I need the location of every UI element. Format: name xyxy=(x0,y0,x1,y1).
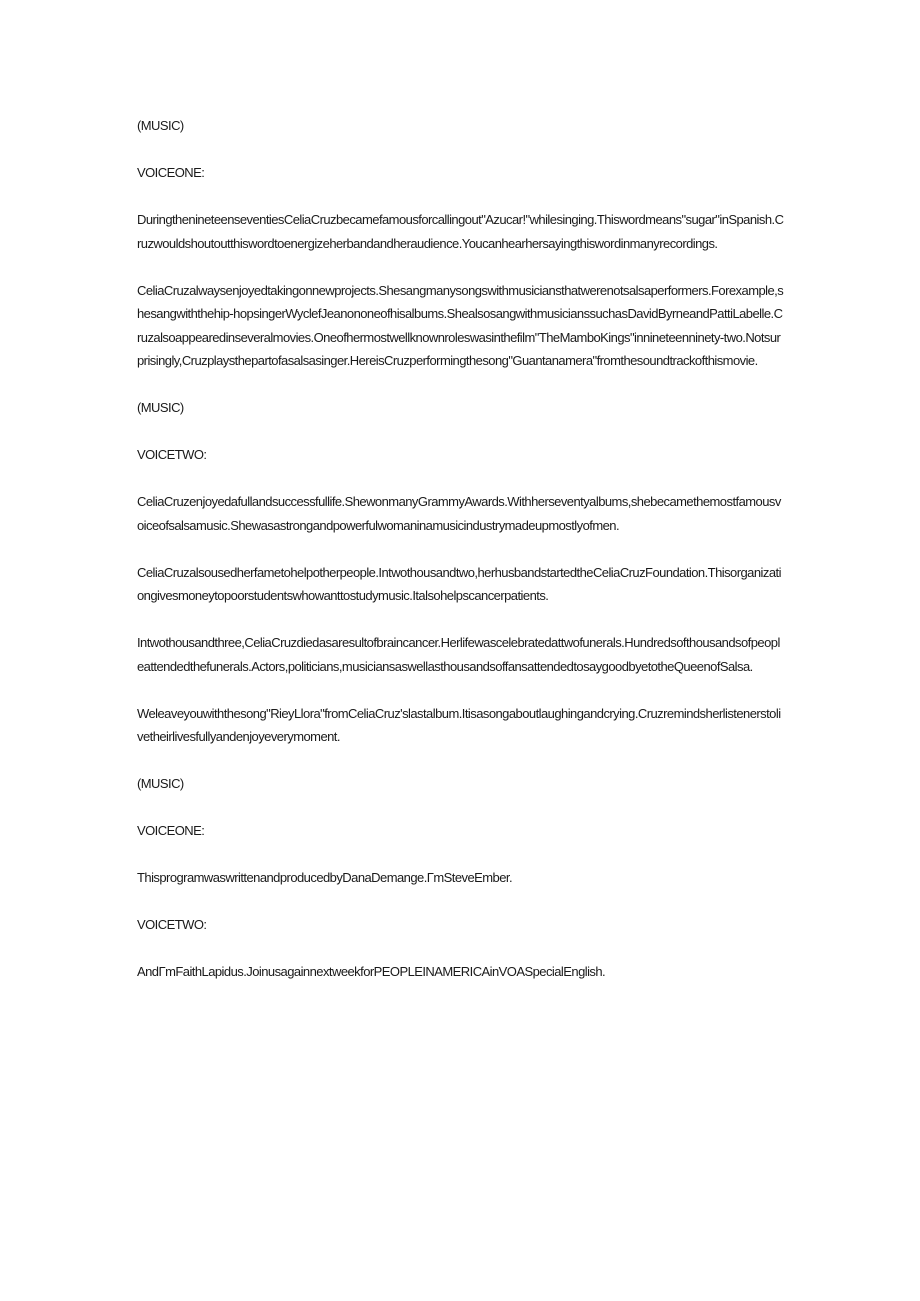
music-cue: (MUSIC) xyxy=(137,118,184,133)
body-paragraph: ThisprogramwaswrittenandproducedbyDanaDemange.ΓmSteveEmber. xyxy=(137,870,513,885)
body-paragraph: AndΓmFaithLapidus.JoinusagainnextweekforPEOPLEINAMERICAinVOASpecialEnglish. xyxy=(137,964,606,979)
body-paragraph: Intwothousandthree,CeliaCruzdiedasaresultofbraincancer.Herlifewascelebratedattwofunerals.Hundredsofthousandsofpeopleattendedthefunerals.Actors,politicians,musiciansaswellasthousandsoffansattendedtosaygoodbyetotheQueenofSalsa. xyxy=(137,635,780,674)
speaker-label: VOICETWO: xyxy=(137,917,207,932)
body-paragraph: CeliaCruzalsousedherfametohelpotherpeople.Intwothousandtwo,herhusbandstartedtheCeliaCruzFoundation.Thisorganizationgivesmoneytopoorstudentswhowanttostudymusic.Italsohelpscancerpatients. xyxy=(137,564,781,603)
speaker-label: VOICEONE: xyxy=(137,165,205,180)
speaker-label: VOICEONE: xyxy=(137,823,205,838)
body-paragraph: CeliaCruzalwaysenjoyedtakingonnewprojects.Shesangmanysongswithmusiciansthatwerenotsalsaperformers.Forexample,shesangwiththehip-hopsingerWyclefJeanononeofhisalbums.ShealsosangwithmusicianssuchasDavidByrneandPattiLabelle.Cruzalsoappearedinseveralmovies.Oneofhermostwellknownroleswasinthefilm"TheMamboKings"innineteenninety-two.Notsurprisingly,Cruzplaysthepartofasalsasinger.HereisCruzperformingthesong"Guantanamera"fromthesoundtrackofthismovie. xyxy=(137,282,784,368)
body-paragraph: Weleaveyouwiththesong"RieyLlora"fromCeliaCruz'slastalbum.Itisasongaboutlaughingandcrying.Cruzremindsherlistenerstolivetheirlivesfullyandenjoyeverymoment. xyxy=(137,705,781,744)
body-paragraph: DuringthenineteenseventiesCeliaCruzbecamefamousforcallingout"Azucar!"whilesinging.Thiswordmeans"sugar"inSpanish.Cruzwouldshoutoutthiswordtoenergizeherbandandheraudience.Youcanhearhersayingthiswordinmanyrecordings. xyxy=(137,212,784,251)
body-paragraph: CeliaCruzenjoyedafullandsuccessfullife.ShewonmanyGrammyAwards.Withherseventyalbums,shebecamethemostfamousvoiceofsalsamusic.Shewasastrongandpowerfulwomaninamusicindustrymadeupmostlyofmen. xyxy=(137,494,781,533)
music-cue: (MUSIC) xyxy=(137,400,184,415)
speaker-label: VOICETWO: xyxy=(137,447,207,462)
document-body xyxy=(137,114,785,1007)
music-cue: (MUSIC) xyxy=(137,776,184,791)
